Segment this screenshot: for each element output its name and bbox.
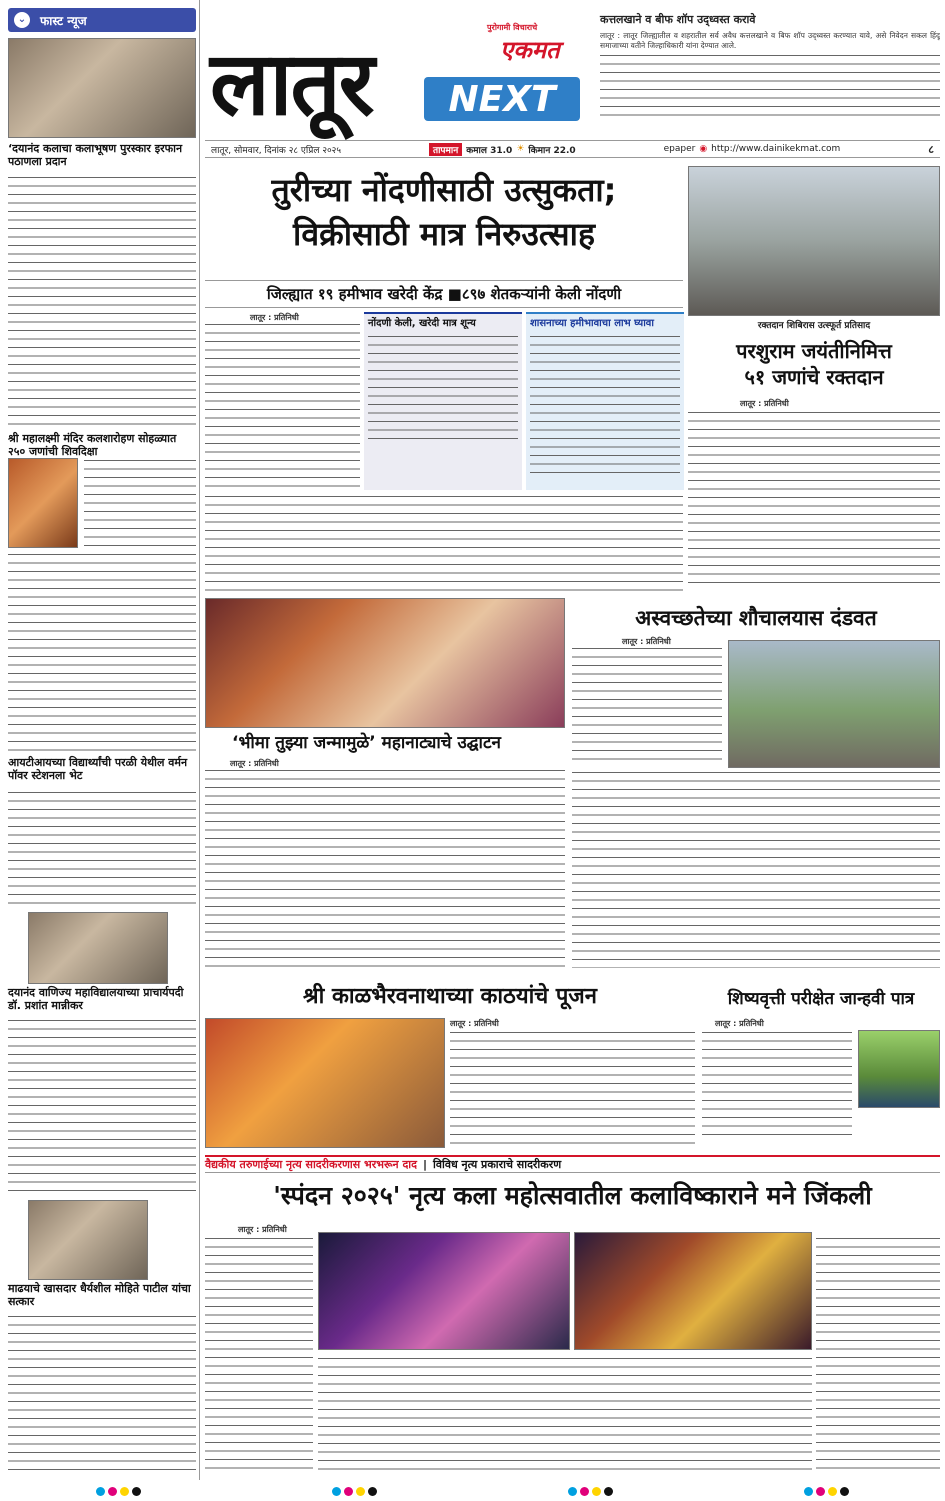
dateline-bar (205, 140, 940, 158)
info-box-body (368, 334, 518, 444)
article-body (205, 1236, 313, 1474)
news-photo (728, 640, 940, 768)
top-right-news (600, 12, 940, 123)
byline: लातूर : प्रतिनिधी (450, 1019, 499, 1028)
section-strip (205, 1155, 940, 1173)
main-subheadline: जिल्ह्यात १९ हमीभाव खरेदी केंद्र ■८९७ शेतकऱ्यांनी केली नोंदणी (205, 280, 683, 308)
globe-icon: ◉ (699, 144, 708, 154)
article-body (205, 768, 565, 968)
top-right-headline: कत्तलखाने व बीफ शॉप उद्ध्वस्त करावे (600, 13, 756, 26)
registration-mark (332, 1487, 377, 1496)
news-body (8, 1018, 196, 1196)
article-body (688, 410, 940, 590)
info-box-body (530, 334, 680, 474)
fast-news-badge (8, 8, 196, 32)
news-body (8, 790, 196, 910)
news-photo (205, 1018, 445, 1148)
byline: लातूर : प्रतिनिधी (230, 759, 279, 768)
brand-name: एकमत (500, 36, 560, 64)
info-box (364, 312, 522, 490)
info-box-title: नोंदणी केली, खरेदी मात्र शून्य (368, 318, 476, 329)
registration-mark (804, 1487, 849, 1496)
news-photo (574, 1232, 812, 1350)
print-registration-marks (0, 1482, 945, 1501)
article-body (205, 494, 683, 592)
masthead-logo: लातूर (210, 32, 373, 135)
info-box (526, 312, 684, 490)
top-right-body (600, 53, 940, 123)
fast-news-column (0, 0, 200, 1480)
article-body (702, 1030, 852, 1140)
article-body (205, 322, 360, 490)
news-headline: आयटीआयच्या विद्यार्थ्यांची परळी येथील वर्मन पॉवर स्टेशनला भेट (8, 756, 188, 782)
article-body (318, 1356, 812, 1474)
strip-text-a: वैद्यकीय तरुणाईच्या नृत्य सादरीकरणास भरभरून दाद (205, 1158, 417, 1171)
article-body (450, 1030, 695, 1148)
shishya-headline: शिष्यवृत्ती परीक्षेत जान्हवी पात्र (727, 989, 915, 1009)
brand-tagline: पुरोगामी विचाराचे (487, 23, 538, 32)
news-body (84, 458, 196, 548)
article-body (572, 646, 722, 766)
photo-caption: रक्तदान शिबिरास उत्स्फूर्त प्रतिसाद (688, 318, 940, 331)
temp-label: तापमान (429, 143, 462, 156)
news-photo (8, 38, 196, 138)
epaper-label: epaper (663, 144, 696, 154)
strip-divider: | (423, 1158, 428, 1171)
news-photo (8, 458, 78, 548)
kaal-headline: श्री काळभैरवनाथाच्या काठयांचे पूजन (303, 984, 597, 1009)
main-headline-line-2: विक्रीसाठी मात्र निरुउत्साह (293, 215, 595, 253)
site-url[interactable]: http://www.dainikekmat.com (711, 144, 841, 154)
byline: लातूर : प्रतिनिधी (715, 1019, 764, 1028)
info-box-title: शासनाच्या हमीभावाचा लाभ घ्यावा (530, 318, 654, 329)
news-photo (28, 912, 168, 984)
byline: लातूर : प्रतिनिधी (622, 637, 671, 646)
bhima-headline: ‘भीमा तुझ्या जन्मामुळे’ महानाट्याचे उद्घाटन (232, 733, 501, 753)
strip-text-b: विविध नृत्य प्रकाराचे सादरीकरण (433, 1158, 562, 1171)
raktdan-headline-line-2: ५१ जणांचे रक्तदान (744, 365, 884, 389)
registration-mark (96, 1487, 141, 1496)
article-body (816, 1236, 940, 1474)
news-photo (28, 1200, 148, 1280)
news-body (8, 552, 196, 752)
top-right-lead: लातूर : लातूर जिल्ह्यातील व शहरातील सर्व अवैध कत्तलखाने व बिफ शॉप उद्ध्वस्त करण्यात यावे, असे निवेदन सकल हिंदू समाजाच्या वतीने जिल्हाधिकारी यांना देण्यात आले. (600, 31, 940, 50)
raktdan-headline (688, 338, 940, 390)
byline: लातूर : प्रतिनिधी (250, 313, 299, 322)
temp-max: कमाल 31.0 (466, 145, 513, 156)
news-photo (858, 1030, 940, 1108)
raktdan-headline-line-1: परशुराम जयंतीनिमित्त (736, 339, 892, 363)
shauch-headline: अस्वच्छतेच्या शौचालयास दंडवत (635, 606, 877, 630)
epaper-link[interactable] (664, 144, 841, 154)
news-headline: माढयाचे खासदार धैर्यशील मोहिते पाटील यांचा सत्कार (8, 1282, 191, 1308)
chevron-down-icon: ⌄ (14, 12, 30, 28)
byline: लातूर : प्रतिनिधी (740, 399, 789, 408)
article-body (572, 770, 940, 968)
next-badge: NEXT (424, 77, 580, 121)
news-photo (205, 598, 565, 728)
news-headline: श्री महालक्ष्मी मंदिर कलशारोहण सोहळ्यात २५० जणांची शिवदिक्षा (8, 432, 177, 458)
temp-min: किमान 22.0 (528, 145, 576, 156)
main-headline-line-1: तुरीच्या नोंदणीसाठी उत्सुकता; (271, 171, 617, 209)
news-photo (688, 166, 940, 316)
fast-news-label: फास्ट न्यूज (40, 13, 87, 28)
news-body (8, 175, 196, 430)
sun-icon: ☀ (516, 144, 525, 154)
main-headline (205, 168, 683, 256)
page-number: ८ (928, 142, 934, 156)
news-photo (318, 1232, 570, 1350)
news-headline: ‘दयानंद कलाचा कलाभूषण पुरस्कार इरफान पठाणला प्रदान (8, 142, 183, 168)
spandan-headline: 'स्पंदन २०२५' नृत्य कला महोत्सवातील कलाविष्काराने मने जिंकली (273, 1181, 872, 1210)
registration-mark (568, 1487, 613, 1496)
news-headline: दयानंद वाणिज्य महाविद्यालयाच्या प्राचार्यपदी डॉ. प्रशांत मान्नीकर (8, 986, 184, 1012)
news-body (8, 1314, 196, 1474)
byline: लातूर : प्रतिनिधी (238, 1225, 287, 1234)
temperature (429, 143, 576, 156)
dateline-text: लातूर, सोमवार, दिनांक २८ एप्रिल २०२५ (211, 145, 342, 156)
